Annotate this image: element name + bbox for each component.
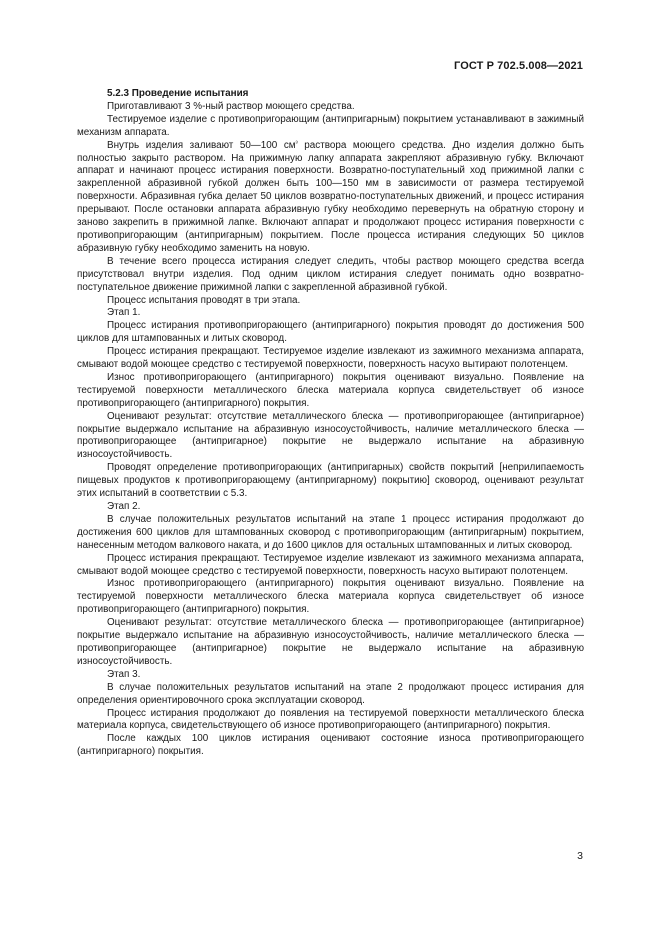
paragraph bbox=[77, 140, 584, 256]
stage-label: Этап 1. bbox=[107, 307, 141, 319]
paragraph: Износ противопригорающего (антипригарного) покрытия оценивают визуально. Появление на тестируемой поверхности металлического блеска материала корпуса свидетельствует об износе противопригорающего (антипригарного) покрытия. bbox=[77, 578, 584, 616]
paragraph: Процесс истирания продолжают до появления на тестируемой поверхности металлического блеска материала корпуса, свидетельствующего об износе противопригорающего (антипригарного) покрытия. bbox=[77, 707, 584, 732]
superscript: ³ bbox=[295, 139, 298, 147]
paragraph: Процесс истирания прекращают. Тестируемое изделие извлекают из зажимного механизма аппарата, смывают водой моющее средство с тестируемой поверхности, поверхность насухо вытирают полотенцем. bbox=[77, 346, 584, 371]
document-body bbox=[77, 88, 584, 759]
paragraph: В течение всего процесса истирания следует следить, чтобы раствор моющего средства всегда присутствовал внутри изделия. Под одним циклом истирания следует понимать одно возвратно-поступательное движение прижимной лапки с закрепленной абразивной губкой. bbox=[77, 255, 584, 293]
section-title: Проведение испытания bbox=[131, 88, 249, 99]
stage-label: Этап 2. bbox=[107, 501, 141, 512]
document-code: ГОСТ Р 702.5.008—2021 bbox=[454, 60, 583, 72]
paragraph: После каждых 100 циклов истирания оценивают состояние износа противопригорающего (антипригарного) покрытия. bbox=[77, 733, 584, 758]
paragraph: В случае положительных результатов испытаний на этапе 1 процесс истирания продолжают до достижения 600 циклов для штампованных сковород с противопригорающим (антипригарным) покрытием, нанесенным методом валкового наката, и до 1600 циклов для остальных штампованных и литых сковород. bbox=[77, 513, 584, 551]
paragraph: Проводят определение противопригорающих (антипригарных) свойств покрытий [неприлипаемость пищевых продуктов к противопригорающему (антипригарному) покрытию] сковород, оценивают результат этих испытаний в соответствии с 5.3. bbox=[77, 462, 584, 500]
paragraph-part: раствора моющего средства. Дно изделия должно быть полностью закрыто раствором. На прижимную лапку аппарата закрепляют абразивную губку. Включают аппарат и начинают процесс истирания поверхности. Возвратно-поступательный ход прижимной лапки с закрепленной абразивной губкой должен быть 100—150 мм в зависимости от размера тестируемой поверхности. Абразивная губка делает 50 циклов возвратно-поступательных движений, и процесс истирания прерывают. После остановки аппарата абразивную губку необходимо перевернуть на обратную сторону и заново закрепить в прижимной лапке. Включают аппарат и продолжают процесс истирания поверхности с противопригорающим (антипригарным) покрытием. После процесса истирания следующих 50 циклов абразивную губку необходимо заменить на новую. bbox=[77, 139, 584, 254]
stage-label: Этап 3. bbox=[107, 668, 141, 680]
paragraph-part: Внутрь изделия заливают 50—100 см bbox=[107, 139, 296, 151]
paragraph: Износ противопригорающего (антипригарного) покрытия оценивают визуально. Появление на тестируемой поверхности металлического блеска материала корпуса свидетельствует об износе противопригорающего (антипригарного) покрытия. bbox=[77, 371, 584, 409]
paragraph: Процесс испытания проводят в три этапа. bbox=[107, 294, 301, 306]
section-heading bbox=[77, 88, 584, 101]
section-number: 5.2.3 bbox=[107, 88, 129, 99]
paragraph: Тестируемое изделие с противопригорающим (антипригарным) покрытием устанавливают в зажимный механизм аппарата. bbox=[77, 113, 584, 138]
paragraph: Оценивают результат: отсутствие металлического блеска — противопригорающее (антипригарное) покрытие выдержало испытание на абразивную износоустойчивость, наличие металлического блеска — противопригорающее (антипригарное) покрытие не выдержало испытание на абразивную износоустойчивость. bbox=[77, 410, 584, 461]
page-number: 3 bbox=[577, 850, 583, 862]
paragraph: В случае положительных результатов испытаний на этапе 2 продолжают процесс истирания для определения ориентировочного срока эксплуатации сковород. bbox=[77, 681, 584, 706]
paragraph: Процесс истирания противопригорающего (антипригарного) покрытия проводят до достижения 500 циклов для штампованных и литых сковород. bbox=[77, 320, 584, 345]
paragraph: Процесс истирания прекращают. Тестируемое изделие извлекают из зажимного механизма аппарата, смывают водой моющее средство с тестируемой поверхности, поверхность насухо вытирают полотенцем. bbox=[77, 552, 584, 577]
paragraph: Приготавливают 3 %-ный раствор моющего средства. bbox=[107, 100, 355, 112]
paragraph: Оценивают результат: отсутствие металлического блеска — противопригорающее (антипригарное) покрытие выдержало испытание на абразивную износоустойчивость, наличие металлического блеска — противопригорающее (антипригарное) покрытие не выдержало испытание на абразивную износоустойчивость. bbox=[77, 617, 584, 667]
